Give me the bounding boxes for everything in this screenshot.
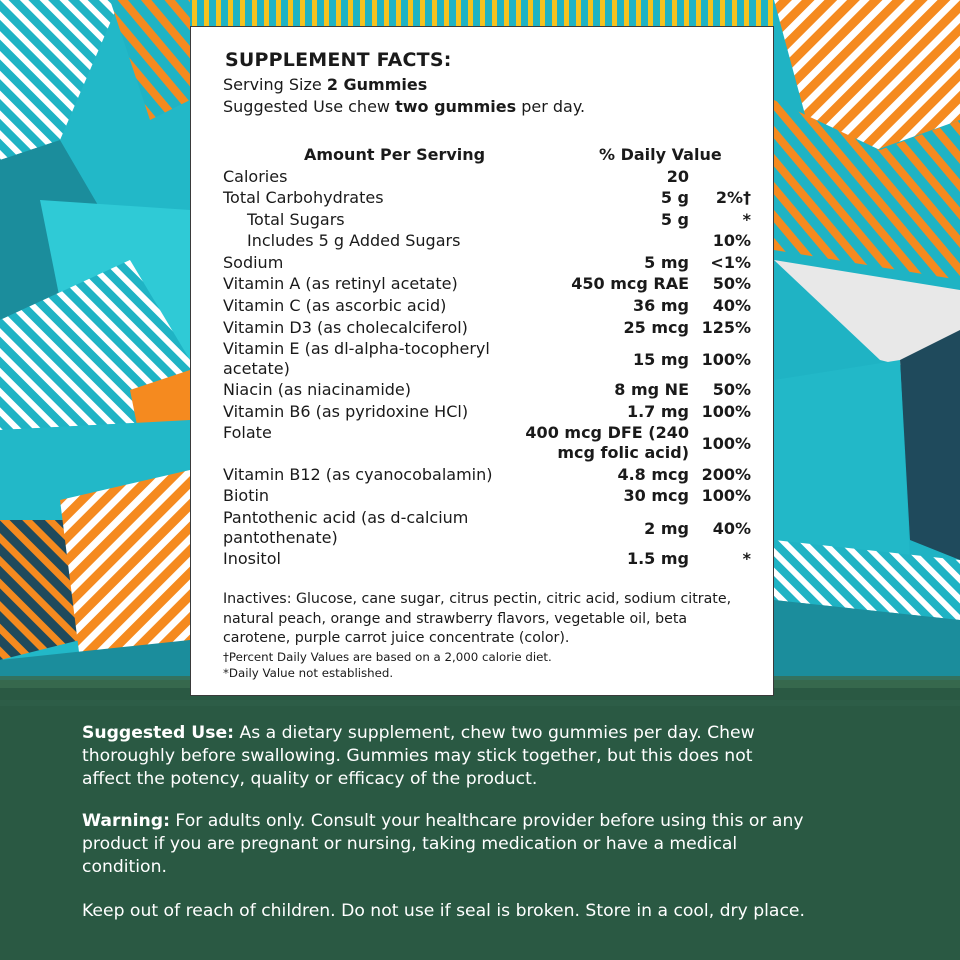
nutrient-amount: 15 mg <box>633 350 689 369</box>
nutrient-name: Includes 5 g Added Sugars <box>247 231 461 250</box>
nutrient-amount: 20 <box>666 167 689 186</box>
nutrient-amount: 36 mg <box>633 296 689 315</box>
nutrient-amount: 1.5 mg <box>626 549 689 568</box>
nutrient-name: Sodium <box>223 253 284 272</box>
nutrient-name: Vitamin A (as retinyl acetate) <box>223 274 458 293</box>
nutrient-name: Total Carbohydrates <box>223 188 384 207</box>
warning-paragraph <box>82 810 822 879</box>
inactive-ingredients: Inactives: Glucose, cane sugar, citrus pectin, citric acid, sodium citrate, natural peach, orange and strawberry flavors, vegetable oil, beta carotene, purple carrot juice concentrate (color). <box>223 591 732 646</box>
nutrient-dv: 50% <box>712 274 751 293</box>
nutrient-amount: 25 mcg <box>623 318 689 337</box>
nutrient-amount: 8 mg NE <box>614 380 689 399</box>
nutrient-amount: 1.7 mg <box>626 402 689 421</box>
nutrient-name: Folate <box>223 423 272 442</box>
suggested-use-line <box>223 97 585 116</box>
suggested-use-text: As a dietary supplement, chew two gummies per day. Chew thoroughly before swallowing. Gummies may stick together, but this does not affect the potency, quality or efficacy of the product. <box>82 723 755 789</box>
nutrient-name: Vitamin C (as ascorbic acid) <box>223 296 447 315</box>
supplement-facts-panel <box>190 26 774 696</box>
nutrient-amount: 450 mcg RAE <box>571 274 689 293</box>
nutrient-name: Calories <box>223 167 288 186</box>
nutrient-name: Vitamin B12 (as cyanocobalamin) <box>223 465 493 484</box>
nutrient-dv: 2%† <box>715 188 751 207</box>
use-prefix: Suggested Use chew <box>223 97 396 116</box>
nutrient-dv: 200% <box>701 465 751 484</box>
nutrient-dv: <1% <box>710 253 751 272</box>
nutrient-name-line1: Pantothenic acid (as d-calcium <box>223 508 469 527</box>
nutrient-dv: 100% <box>701 434 751 453</box>
suggested-use-paragraph <box>82 722 782 791</box>
serving-label: Serving Size <box>223 75 327 94</box>
nutrient-amount-line1: 400 mcg DFE (240 <box>525 423 689 442</box>
serving-value: 2 Gummies <box>326 75 428 94</box>
nutrient-amount: 2 mg <box>644 519 689 538</box>
nutrient-amount: 5 g <box>660 188 689 207</box>
nutrient-dv: 10% <box>712 231 751 250</box>
nutrient-amount: 5 g <box>660 210 689 229</box>
nutrient-name-line1: Vitamin E (as dl-alpha-tocopheryl <box>223 339 490 358</box>
nutrient-name: Niacin (as niacinamide) <box>223 380 412 399</box>
nutrient-dv: 50% <box>712 380 751 399</box>
nutrient-dv: 40% <box>712 296 751 315</box>
serving-size <box>223 75 427 94</box>
nutrient-name: Total Sugars <box>247 210 345 229</box>
nutrient-name: Inositol <box>223 549 281 568</box>
nutrient-dv: 125% <box>701 318 751 337</box>
storage-note: Keep out of reach of children. Do not use if seal is broken. Store in a cool, dry place. <box>82 901 805 921</box>
nutrient-amount-line2: mcg folic acid) <box>557 443 689 462</box>
nutrient-name: Biotin <box>223 486 270 505</box>
footnote-not-established: *Daily Value not established. <box>223 666 394 680</box>
col-dv-header: % Daily Value <box>599 145 722 164</box>
nutrient-dv: 100% <box>701 350 751 369</box>
use-suffix: per day. <box>516 97 586 116</box>
nutrient-amount: 4.8 mcg <box>617 465 689 484</box>
nutrient-name: Vitamin B6 (as pyridoxine HCl) <box>223 402 469 421</box>
nutrient-dv: 100% <box>701 402 751 421</box>
nutrient-dv: * <box>742 549 751 568</box>
warning-text: For adults only. Consult your healthcare provider before using this or any product if you are pregnant or nursing, taking medication or have a medical condition. <box>82 811 804 877</box>
facts-title: SUPPLEMENT FACTS: <box>225 49 452 71</box>
footnote-daily-values: †Percent Daily Values are based on a 2,000 calorie diet. <box>223 650 552 664</box>
suggested-use-label: Suggested Use: <box>82 723 234 743</box>
nutrient-dv: 100% <box>701 486 751 505</box>
use-bold: two gummies <box>395 97 517 116</box>
col-amount-header: Amount Per Serving <box>304 145 486 164</box>
warning-label: Warning: <box>82 811 170 831</box>
nutrient-name-line2: acetate) <box>223 359 290 378</box>
nutrient-amount: 5 mg <box>644 253 689 272</box>
nutrient-dv: * <box>742 210 751 229</box>
nutrient-dv: 40% <box>712 519 751 538</box>
nutrient-name-line2: pantothenate) <box>223 528 338 547</box>
nutrient-name: Vitamin D3 (as cholecalciferol) <box>223 318 468 337</box>
nutrient-amount: 30 mcg <box>623 486 689 505</box>
